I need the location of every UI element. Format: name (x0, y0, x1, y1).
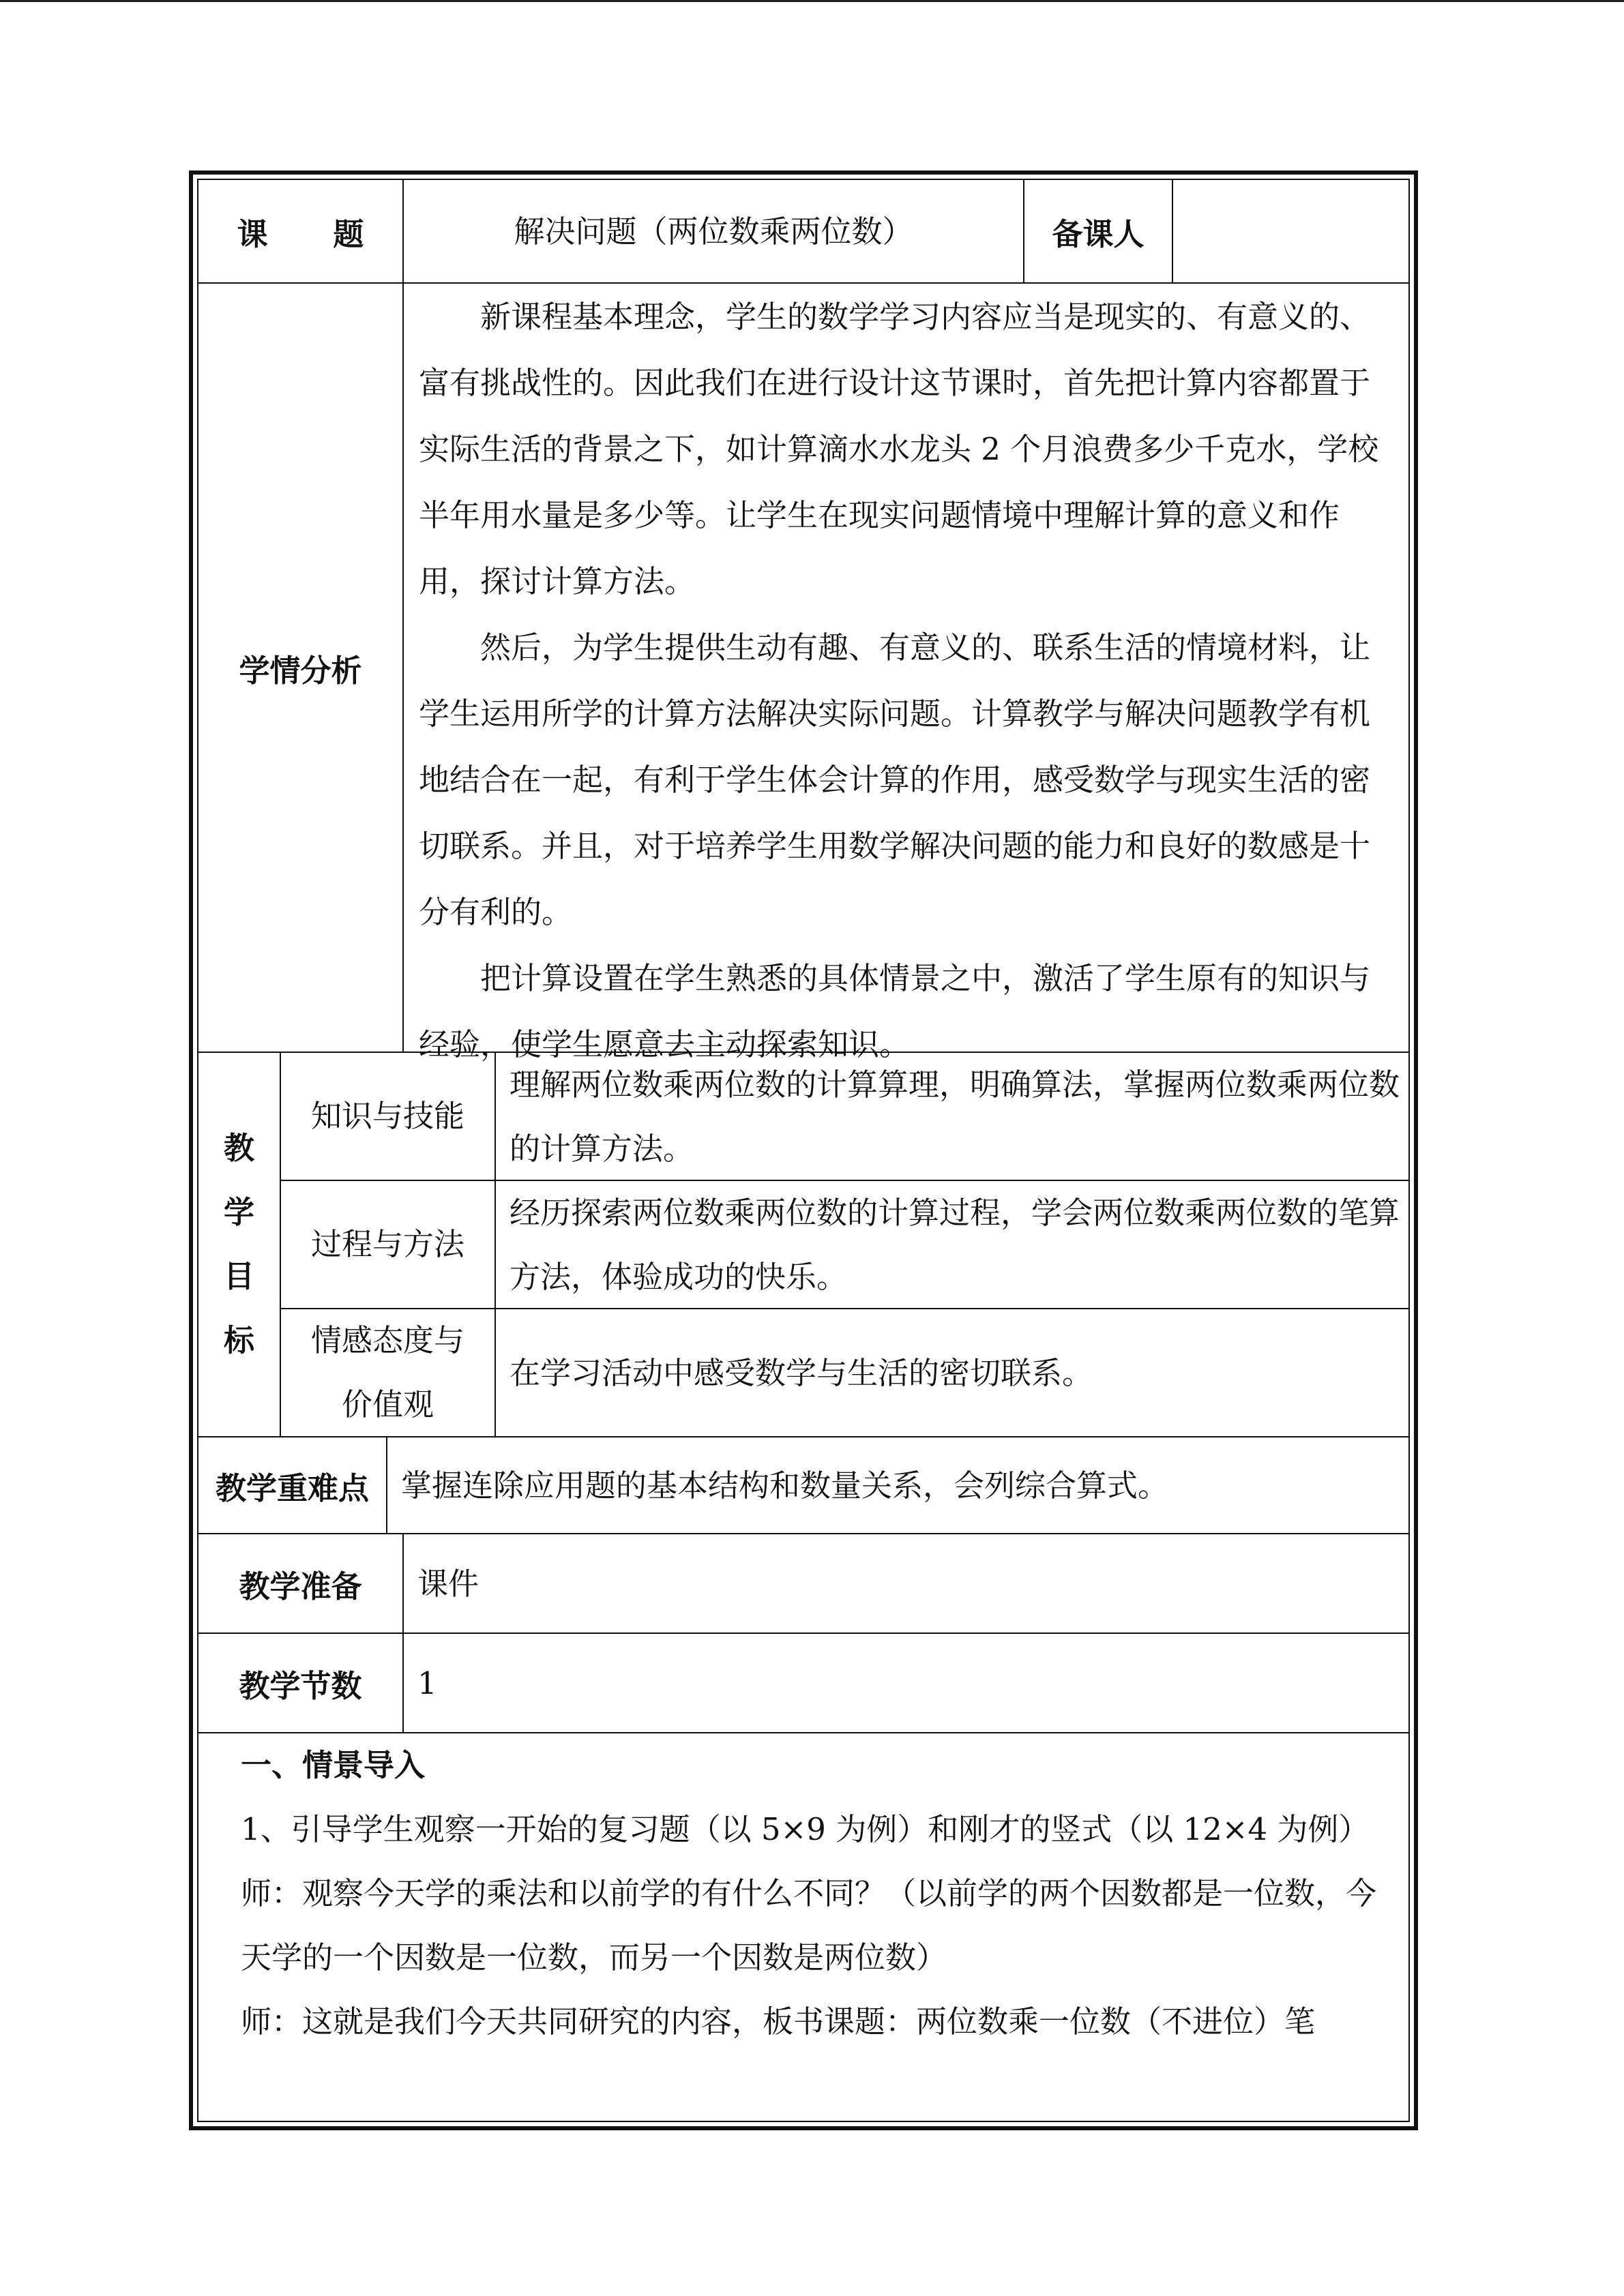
preparer-value-cell (1173, 180, 1410, 282)
goal-attitude-text-cell (496, 1309, 1410, 1436)
periods-label-cell (198, 1634, 402, 1732)
goal-knowledge-name-cell (281, 1053, 494, 1180)
goals-label-char-4: 标 (223, 1322, 254, 1358)
keypoints-value-cell (387, 1437, 1410, 1533)
preparation-label-cell (198, 1534, 402, 1632)
goal-process-name: 过程与方法 (310, 1226, 464, 1262)
topic-value-cell (404, 180, 1023, 282)
goal-knowledge-text-cell (496, 1053, 1410, 1180)
goal-attitude-text: 在学习活动中感受数学与生活的密切联系。 (510, 1354, 1093, 1391)
periods-value: 1 (417, 1665, 437, 1701)
analysis-content-cell (404, 284, 1410, 1062)
process-section-title: 一、情景导入 (241, 1747, 426, 1783)
goals-label-char-2: 学 (223, 1194, 254, 1230)
keypoints-label: 教学重难点 (215, 1470, 369, 1506)
analysis-paragraph-1: 新课程基本理念，学生的数学学习内容应当是现实的、有意义的、富有挑战性的。因此我们在进行设计这节课时，首先把计算内容都置于实际生活的背景之下，如计算滴水水龙头 2 个月浪费多少千克水，学校半年用水量是多少等。让学生在现实问题情境中理解计算的意义和作用，探讨计算方法。 (419, 299, 1379, 599)
preparer-label-cell (1024, 180, 1172, 282)
goal-knowledge-name: 知识与技能 (310, 1098, 464, 1134)
keypoints-label-cell (198, 1437, 386, 1533)
process-line-3: 师：这就是我们今天共同研究的内容，板书课题：两位数乘一位数（不进位）笔 (241, 2003, 1316, 2040)
keypoints-value: 掌握连除应用题的基本结构和数量关系，会列综合算式。 (401, 1467, 1169, 1504)
goal-attitude-name-line1: 情感态度与 (310, 1322, 464, 1358)
goal-process-text: 经历探索两位数乘两位数的计算过程，学会两位数乘两位数的笔算方法，体验成功的快乐。 (510, 1195, 1400, 1295)
goal-process-text-cell (496, 1181, 1410, 1308)
goal-attitude-name-line2: 价值观 (341, 1386, 434, 1422)
goals-label-char-3: 目 (223, 1258, 254, 1294)
topic-label: 课 题 (237, 215, 392, 252)
goals-label-char-1: 教 (223, 1130, 254, 1166)
goal-attitude-name-cell (281, 1309, 494, 1436)
goal-knowledge-text: 理解两位数乘两位数的计算算理，明确算法，掌握两位数乘两位数的计算方法。 (510, 1067, 1400, 1167)
analysis-paragraph-3: 把计算设置在学生熟悉的具体情景之中，激活了学生原有的知识与经验，使学生愿意去主动探索知识。 (419, 960, 1371, 1062)
page-top-rule (0, 0, 1624, 2)
analysis-paragraph-2: 然后，为学生提供生动有趣、有意义的、联系生活的情境材料，让学生运用所学的计算方法解决实际问题。计算教学与解决问题教学有机地结合在一起，有利于学生体会计算的作用，感受数学与现实生活的密切联系。并且，对于培养学生用数学解决问题的能力和良好的数感是十分有利的。 (419, 629, 1371, 930)
lesson-plan-table (189, 170, 1418, 2130)
topic-value: 解决问题（两位数乘两位数） (514, 213, 913, 250)
periods-value-cell (404, 1634, 1410, 1732)
process-content-cell (198, 1733, 1410, 2122)
analysis-label: 学情分析 (239, 652, 362, 689)
preparer-label: 备课人 (1052, 215, 1145, 252)
lesson-plan-inner (197, 179, 1410, 2122)
preparation-label: 教学准备 (239, 1568, 362, 1605)
goals-label-cell (198, 1053, 280, 1436)
process-line-2: 师：观察今天学的乘法和以前学的有什么不同？（以前学的两个因数都是一位数，今天学的一个因数是一位数，而另一个因数是两位数） (241, 1875, 1377, 1976)
goal-process-name-cell (281, 1181, 494, 1308)
topic-label-cell (198, 180, 402, 282)
process-line-1: 1、引导学生观察一开始的复习题（以 5×9 为例）和刚才的竖式（以 12×4 为例） (241, 1811, 1370, 1847)
analysis-label-cell (198, 284, 402, 1052)
preparation-value-cell (404, 1534, 1410, 1632)
periods-label: 教学节数 (239, 1667, 362, 1704)
preparation-value: 课件 (417, 1565, 479, 1602)
